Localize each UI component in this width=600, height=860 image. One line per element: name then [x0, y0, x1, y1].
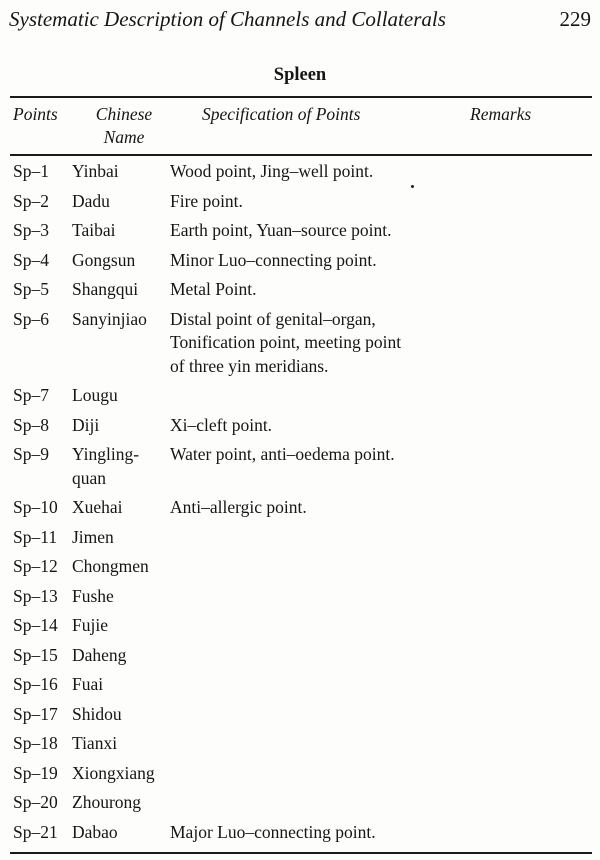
chinese-name: [72, 160, 172, 184]
point-code: Sp–4: [13, 249, 49, 270]
chinese-name: [72, 555, 172, 579]
chinese-name-line: Yinbai: [72, 161, 119, 181]
point-code: Sp–15: [13, 644, 58, 665]
chinese-name: [72, 308, 172, 332]
table-row: [0, 496, 600, 520]
chinese-name: [72, 821, 172, 845]
point-code: Sp–11: [13, 526, 58, 547]
table-row: [0, 190, 600, 214]
chinese-name-line: Tianxi: [72, 733, 118, 753]
table-row: [0, 308, 600, 379]
header-points: Points: [13, 104, 58, 124]
table-row: [0, 249, 600, 273]
page-number: 229: [559, 7, 591, 31]
specification: [170, 190, 470, 214]
point-code: Sp–9: [13, 444, 49, 464]
chinese-name-line: Lougu: [72, 385, 118, 405]
table-row: [0, 821, 600, 845]
specification: [170, 249, 470, 273]
chinese-name: [72, 384, 172, 408]
point-code: Sp–20: [13, 792, 58, 812]
table-top-rule: [10, 96, 592, 98]
chinese-name-line: Taibai: [72, 220, 116, 240]
point-code: Sp–6: [13, 308, 49, 329]
chinese-name: [72, 673, 172, 697]
chinese-name: [72, 732, 172, 756]
header-chinese-name-line: Name: [103, 127, 145, 147]
chinese-name: [72, 526, 172, 550]
chinese-name: [72, 791, 172, 815]
chinese-name-line: Jimen: [72, 526, 114, 547]
table-row: [0, 443, 600, 490]
chinese-name: [72, 614, 172, 638]
chinese-name: [72, 585, 172, 609]
specification: [170, 278, 470, 302]
chinese-name-line: Shidou: [72, 703, 122, 724]
chinese-name-line: Yingling-: [72, 444, 140, 464]
chinese-name-line: Daheng: [72, 644, 127, 665]
point-code: Sp–17: [13, 703, 58, 724]
specification-line: Major Luo–connecting point.: [170, 821, 376, 842]
table-row: [0, 414, 600, 438]
chinese-name-line: Sanyinjiao: [72, 308, 147, 329]
chinese-name-line: Chongmen: [72, 556, 149, 576]
chinese-name: [72, 414, 172, 438]
point-code: Sp–13: [13, 585, 58, 606]
point-code: Sp–7: [13, 385, 49, 405]
chinese-name-line: Zhourong: [72, 792, 142, 812]
chinese-name-line: Diji: [72, 414, 100, 435]
table-row: [0, 673, 600, 697]
point-code: Sp–2: [13, 190, 49, 211]
chinese-name-line: Shangqui: [72, 279, 139, 299]
specification: [170, 496, 470, 520]
chinese-name: [72, 219, 172, 243]
table-row: [0, 732, 600, 756]
header-chinese-name: [88, 103, 160, 149]
table-row: [0, 384, 600, 408]
chinese-name: [72, 496, 172, 520]
chinese-name: [72, 249, 172, 273]
point-code: Sp–16: [13, 674, 58, 694]
chinese-name-line: Dadu: [72, 190, 110, 211]
specification-line: of three yin meridians.: [170, 355, 329, 376]
specification-line: Tonification point, meeting point: [170, 332, 402, 352]
table-row: [0, 791, 600, 815]
point-code: Sp–3: [13, 220, 49, 240]
chinese-name: [72, 278, 172, 302]
chinese-name-line: Gongsun: [72, 249, 136, 270]
running-head-title: Systematic Description of Channels and Collaterals: [9, 7, 446, 31]
point-code: Sp–14: [13, 615, 58, 635]
table-title: Spleen: [273, 65, 327, 85]
header-rule: [10, 154, 592, 156]
specification: [170, 160, 470, 184]
table-row: [0, 160, 600, 184]
table-row: [0, 526, 600, 550]
point-code: Sp–1: [13, 161, 49, 181]
table-row: [0, 762, 600, 786]
chinese-name: [72, 703, 172, 727]
specification: [170, 308, 470, 379]
specification: [170, 219, 470, 243]
specification-line: Distal point of genital–organ,: [170, 308, 376, 329]
point-code: Sp–10: [13, 497, 58, 517]
header-specification: Specification of Points: [202, 104, 361, 124]
specification-line: Water point, anti–oedema point.: [170, 444, 395, 464]
point-code: Sp–8: [13, 414, 49, 435]
table-row: [0, 585, 600, 609]
specification-line: Metal Point.: [170, 279, 257, 299]
specification-line: Wood point, Jing–well point.: [170, 161, 374, 181]
chinese-name-line: Xuehai: [72, 497, 123, 517]
table-row: [0, 703, 600, 727]
specification-line: Fire point.: [170, 190, 243, 211]
point-code: Sp–18: [13, 733, 58, 753]
chinese-name-line: Fuai: [72, 674, 104, 694]
specification-line: Anti–allergic point.: [170, 497, 307, 517]
table-row: [0, 644, 600, 668]
ink-speck: [411, 185, 414, 188]
table-row: [0, 555, 600, 579]
running-head: [9, 4, 591, 34]
specification-line: Earth point, Yuan–source point.: [170, 220, 392, 240]
specification: [170, 414, 470, 438]
table-bottom-rule: [10, 852, 592, 854]
chinese-name: [72, 190, 172, 214]
chinese-name: [72, 443, 172, 490]
specification-line: Minor Luo–connecting point.: [170, 249, 377, 270]
table-row: [0, 219, 600, 243]
specification: [170, 443, 470, 467]
table-row: [0, 614, 600, 638]
chinese-name-line: Fushe: [72, 585, 114, 606]
point-code: Sp–12: [13, 556, 58, 576]
point-code: Sp–21: [13, 821, 58, 842]
header-chinese-name-line: Chinese: [95, 104, 153, 124]
chinese-name: [72, 644, 172, 668]
chinese-name-line: Dabao: [72, 821, 118, 842]
chinese-name: [72, 762, 172, 786]
chinese-name-line: Fujie: [72, 615, 108, 635]
specification: [170, 821, 470, 845]
chinese-name-line: Xiongxiang: [72, 762, 155, 783]
point-code: Sp–19: [13, 762, 58, 783]
table-row: [0, 278, 600, 302]
chinese-name-line: quan: [72, 467, 107, 488]
specification-line: Xi–cleft point.: [170, 414, 273, 435]
header-remarks: Remarks: [470, 104, 532, 124]
point-code: Sp–5: [13, 279, 49, 299]
